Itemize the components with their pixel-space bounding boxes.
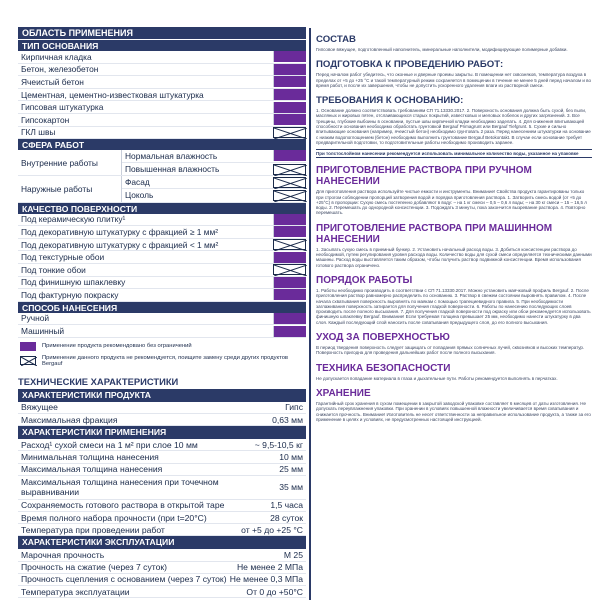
outdoor-option-row-label: Фасад <box>125 177 150 188</box>
surface-quality-row <box>18 239 306 252</box>
characteristic-value: 28 суток <box>270 512 303 523</box>
base-type-row-label: ГКЛ швы <box>21 127 56 138</box>
surface-quality-list <box>18 214 306 302</box>
surface-care-title: УХОД ЗА ПОВЕРХНОСТЬЮ <box>316 332 450 344</box>
characteristic-name: Расход¹ сухой смеси на 1 м² при слое 10 мм <box>21 439 198 450</box>
composition-title: СОСТАВ <box>316 34 356 45</box>
legend-not-recommended-text: Применение данного продукта не рекомендуется, поищите замену среди других продуктов Bergauf <box>42 354 288 367</box>
surface-quality-row-label: Под текстурные обои <box>21 252 105 263</box>
legend-not-recommended <box>18 355 306 367</box>
base-requirements-title: ТРЕБОВАНИЯ К ОСНОВАНИЮ: <box>316 95 464 107</box>
characteristic-row <box>18 524 306 536</box>
characteristic-row <box>18 574 306 586</box>
product-characteristics <box>18 402 306 426</box>
characteristic-row <box>18 476 306 500</box>
surface-quality-row-label: Под керамическую плитку¹ <box>21 214 126 225</box>
application-characteristics-title: ХАРАКТЕРИСТИКИ ПРИМЕНЕНИЯ <box>18 426 306 439</box>
storage-text: Гарантийный срок хранения в сухом помещении в закрытой заводской упаковке составляет 6 месяцев от даты изготовления. Не допускать переувлажнения упаковки. При хранении в условиях повышенной влажности увеличивается время схватывания и снижается прочность. Внимание! Изготовитель не несет ответственности за неправильное использование продукта, а также за его применение в целях и условиях, не предусмотренных настоящей инструкцией. <box>316 400 591 422</box>
characteristic-value: Не менее 0,3 МПа <box>229 574 303 585</box>
characteristic-row <box>18 512 306 524</box>
legend-recommended-text: Применение продукта рекомендовано без ограничений <box>42 343 192 350</box>
base-requirements-text: 1. Основание должно соответствовать требованиям СП 71.13330.2017. 2. Поверхность основания должна быть сухой, без пыли, масляных и жировых пятен, отслаивающихся старых покрытий, известковых и меловых побелок и других загрязнений. 3. Все трещины, глубокие выбоины в основании, пустые швы кирпичной кладки необходимо заделать. 4. Для снижения впитывающей способности основания необходимо обработать грунтовкой Bergauf Primagrunt или Bergauf Tiefgrunt. 5. Сухие и сильно впитывающие основания (например, ячеистый бетон) необходимо грунтовать 2 раза. Перед нанесением штукатурки на основание с низким водопоглощением (бетон) необходимо выполнить грунтование Bergauf Betokontakt. В случае если основание требует предварительной подготовки, то подготовительные работы необходимо производить заранее. <box>316 108 591 145</box>
characteristic-row <box>18 500 306 512</box>
indoor-option-row <box>122 163 306 176</box>
surface-quality-row <box>18 289 306 302</box>
recommended-mark <box>273 214 306 225</box>
indoor-works-label: Внутренние работы <box>21 157 98 168</box>
right-column <box>316 34 592 422</box>
characteristic-row <box>18 549 306 561</box>
work-order-text: 1. Работы необходимо производить в соответствии с СП 71.13330.2017. Можно установить маячковый профиль Bergauf. 2. После приготовления раствор равномерно распределить по основанию. 3. Раствор в свежем состоянии выровнять правилом. 4. После начала схватывания поверхность выровнять по маякам с помощью трапециевидного правила. 5. При необходимости заглаживания поверхность затирается для получения гладкой поверхности. 6. Работы по нанесению последующих слоев производить после полного высыхания. 7. Для получения гладкой поверхности под окраску или обои рекомендуется использовать финишную шпаклевку Bergauf. Внимание! Если требуемая толщина превышает 25 мм, необходимо нанести штукатурку в два слоя. Каждый последующий слой наносить после схватывания предыдущего слоя, до его полного высыхания. <box>316 287 591 325</box>
application-method-row <box>18 313 306 326</box>
characteristic-row <box>18 414 306 426</box>
base-type-row <box>18 101 306 114</box>
outdoor-works-options <box>121 176 306 201</box>
composition-text: Гипсовое вяжущее, подготовленный наполнитель, минеральные наполнители, модифицирующие полимерные добавки. <box>316 47 568 52</box>
surface-quality-row-label: Под декоративную штукатурку с фракцией ≥ 1 мм² <box>21 226 219 237</box>
not-recommended-cross-icon <box>273 177 306 188</box>
recommended-swatch <box>20 342 36 351</box>
characteristic-row <box>18 451 306 463</box>
characteristic-row <box>18 439 306 451</box>
recommended-mark <box>273 277 306 288</box>
characteristic-row <box>18 402 306 414</box>
product-characteristics-title: ХАРАКТЕРИСТИКИ ПРОДУКТА <box>18 389 306 402</box>
recommended-mark <box>273 150 306 161</box>
characteristic-row <box>18 464 306 476</box>
recommended-mark <box>273 89 306 100</box>
preparation-text: Перед началом работ убедитесь, что оконные и дверные проемы закрыты. В помещении нет сквозняков, температура воздуха в пределах от +5 до +25 °C и такой температурный режим сохраняется в помещении в течение не менее 5 дней перед началом и во время работ, и после их завершения, чтобы не допустить ускоренного удаления влаги из растворной смеси. <box>316 72 591 88</box>
not-recommended-cross-icon <box>273 264 306 275</box>
surface-care-text: В период твердения поверхность следует защищать от попадания прямых солнечных лучей, сквозняков и высоких температур. Поверхность пригодна для проведения дальнейших работ после полного высыхания. <box>316 345 585 356</box>
characteristic-name: Максимальная толщина нанесения <box>21 464 163 475</box>
outdoor-option-row <box>122 176 306 189</box>
characteristic-name: Температура при проведении работ <box>21 524 165 535</box>
application-method-list <box>18 313 306 338</box>
indoor-works <box>18 150 306 176</box>
outdoor-option-row <box>122 189 306 202</box>
characteristic-name: Сохраняемость готового раствора в открытой таре <box>21 500 225 511</box>
recommended-mark <box>273 76 306 87</box>
base-type-row <box>18 51 306 64</box>
base-type-row-label: Кирпичная кладка <box>21 51 92 62</box>
application-method-row <box>18 325 306 338</box>
characteristic-value: ~ 9,5-10,5 кг <box>254 439 303 450</box>
characteristic-name: Прочность сцепления с основанием (через 7 суток) <box>21 574 227 585</box>
surface-quality-row <box>18 277 306 290</box>
characteristic-value: Гипс <box>285 402 303 413</box>
base-type-row <box>18 76 306 89</box>
application-method-row-label: Ручной <box>21 313 50 324</box>
base-type-row-label: Бетон, железобетон <box>21 64 99 75</box>
storage-title: ХРАНЕНИЕ <box>316 387 371 399</box>
characteristic-value: от +5 до +25 °C <box>241 524 303 535</box>
characteristic-value: 10 мм <box>279 452 303 463</box>
base-type-row <box>18 127 306 140</box>
outdoor-works <box>18 176 306 202</box>
recommended-mark <box>273 326 306 337</box>
manual-mixing-title: ПРИГОТОВЛЕНИЕ РАСТВОРА ПРИ РУЧНОМ НАНЕСЕНИИ <box>316 165 532 188</box>
manual-mixing-text: Для приготовления раствора используйте чистые емкости и инструменты. Внимание! Свойства продукта гарантированы только при строгом соблюдении пропорций затворения водой и порядка приготовления раствора. 1. Затворить смесь водой (от +5 до +25°C) в пропорции: Сухую смесь постепенно добавляют в воду: – на 1 кг смеси – 0,5 – 0,6 л воды; – на 30 кг смеси – 15 – 16,5 л воды. 2. Перемешать до однородной консистенции. 3. Подождать 3 минуты, пока закончится вызревание раствора. 4. Повторно перемешать. <box>316 189 587 216</box>
characteristic-row <box>18 562 306 574</box>
base-type-row <box>18 64 306 77</box>
application-characteristics <box>18 439 306 536</box>
surface-quality-row <box>18 226 306 239</box>
indoor-option-row-label: Повышенная влажность <box>125 164 220 175</box>
surface-quality-row-label: Под тонкие обои <box>21 264 86 275</box>
recommended-mark <box>273 313 306 324</box>
surface-quality-row-label: Под фактурную покраску <box>21 289 119 300</box>
base-type-row <box>18 114 306 127</box>
surface-quality-row-label: Под декоративную штукатурку с фракцией < 1 мм² <box>21 239 219 250</box>
characteristic-name: Время полного набора прочности (при t=20°C) <box>21 512 207 523</box>
recommended-mark <box>273 64 306 75</box>
characteristic-value: 25 мм <box>279 464 303 475</box>
characteristic-row <box>18 586 306 598</box>
base-type-row-label: Гипсовая штукатурка <box>21 102 104 113</box>
recommended-mark <box>273 114 306 125</box>
characteristic-value: М 25 <box>283 549 303 560</box>
work-sphere-title: СФЕРА РАБОТ <box>18 139 306 150</box>
recommended-mark <box>273 252 306 263</box>
not-recommended-cross-icon <box>273 127 306 138</box>
surface-quality-row <box>18 264 306 277</box>
characteristic-name: Минимальная толщина нанесения <box>21 452 159 463</box>
legend-recommended <box>18 342 306 351</box>
outdoor-option-row-label: Цоколь <box>125 190 154 201</box>
surface-quality-row <box>18 214 306 227</box>
exploitation-characteristics <box>18 549 306 598</box>
not-recommended-cross-icon <box>273 239 306 250</box>
recommended-mark <box>273 51 306 62</box>
characteristic-name: Максимальная фракция <box>21 414 118 425</box>
recommended-mark <box>273 102 306 113</box>
surface-quality-row <box>18 251 306 264</box>
characteristic-name: Прочность на сжатие (через 7 суток) <box>21 562 168 573</box>
exploitation-characteristics-title: ХАРАКТЕРИСТИКИ ЭКСПЛУАТАЦИИ <box>18 536 306 549</box>
machine-mixing-title: ПРИГОТОВЛЕНИЕ РАСТВОРА ПРИ МАШИННОМ НАНЕСЕНИИ <box>316 222 553 245</box>
base-type-title: ТИП ОСНОВАНИЯ <box>18 40 306 51</box>
characteristic-value: 35 мм <box>279 482 303 493</box>
base-type-row-label: Ячеистый бетон <box>21 76 84 87</box>
water-note: При толстослойном нанесении рекомендуется использовать минимальное количество воды, указанное на упаковке <box>316 149 592 158</box>
safety-title: ТЕХНИКА БЕЗОПАСНОСТИ <box>316 362 451 374</box>
indoor-works-options <box>121 150 306 175</box>
machine-mixing-text: 1. Засыпать сухую смесь в приемный бункер. 2. Установить начальный расход воды. 3. Добиться консистенции раствора до необходимой, путем регулирования уровня расхода воды. Количество воды для сухой смеси определяется техническими данными машины. Расход воды выставляется таким образом, чтобы получить раствор подвижной консистенции. Время использования готового раствора ограничено. <box>316 246 592 268</box>
characteristic-value: От 0 до +50°C <box>246 586 303 597</box>
preparation-title: ПОДГОТОВКА К ПРОВЕДЕНИЮ РАБОТ: <box>316 59 504 71</box>
characteristic-name: Вяжущее <box>21 402 58 413</box>
application-method-title: СПОСОБ НАНЕСЕНИЯ <box>18 302 306 313</box>
base-type-row <box>18 89 306 102</box>
column-divider <box>309 28 311 600</box>
characteristic-value: 0,63 мм <box>272 414 303 425</box>
base-type-list <box>18 51 306 139</box>
not-recommended-cross-icon <box>273 164 306 175</box>
safety-text: Не допускается попадание материала в глаза и дыхательные пути. Работы рекомендуется выполнять в перчатках. <box>316 375 558 381</box>
characteristic-value: Не менее 2 МПа <box>236 562 303 573</box>
cross-icon <box>20 356 36 365</box>
left-column <box>18 27 306 598</box>
base-type-row-label: Цементная, цементно-известковая штукатурка <box>21 89 204 100</box>
characteristic-name: Максимальная толщина нанесения при точечном выравнивании <box>21 477 219 498</box>
application-section-title: ОБЛАСТЬ ПРИМЕНЕНИЯ <box>18 27 306 39</box>
characteristic-name: Температура эксплуатации <box>21 586 130 597</box>
not-recommended-cross-icon <box>273 190 306 201</box>
base-type-row-label: Гипсокартон <box>21 114 70 125</box>
indoor-option-row-label: Нормальная влажность <box>125 150 218 161</box>
application-method-row-label: Машинный <box>21 326 65 337</box>
characteristic-name: Марочная прочность <box>21 549 105 560</box>
indoor-option-row <box>122 150 306 163</box>
surface-quality-title: КАЧЕСТВО ПОВЕРХНОСТИ <box>18 203 306 214</box>
recommended-mark <box>273 289 306 300</box>
work-order-title: ПОРЯДОК РАБОТЫ <box>316 274 413 286</box>
characteristic-value: 1,5 часа <box>270 500 303 511</box>
outdoor-works-label: Наружные работы <box>21 183 93 194</box>
surface-quality-row-label: Под финишную шпаклевку <box>21 277 126 288</box>
tech-title: ТЕХНИЧЕСКИЕ ХАРАКТЕРИСТИКИ <box>18 375 179 387</box>
recommended-mark <box>273 226 306 237</box>
